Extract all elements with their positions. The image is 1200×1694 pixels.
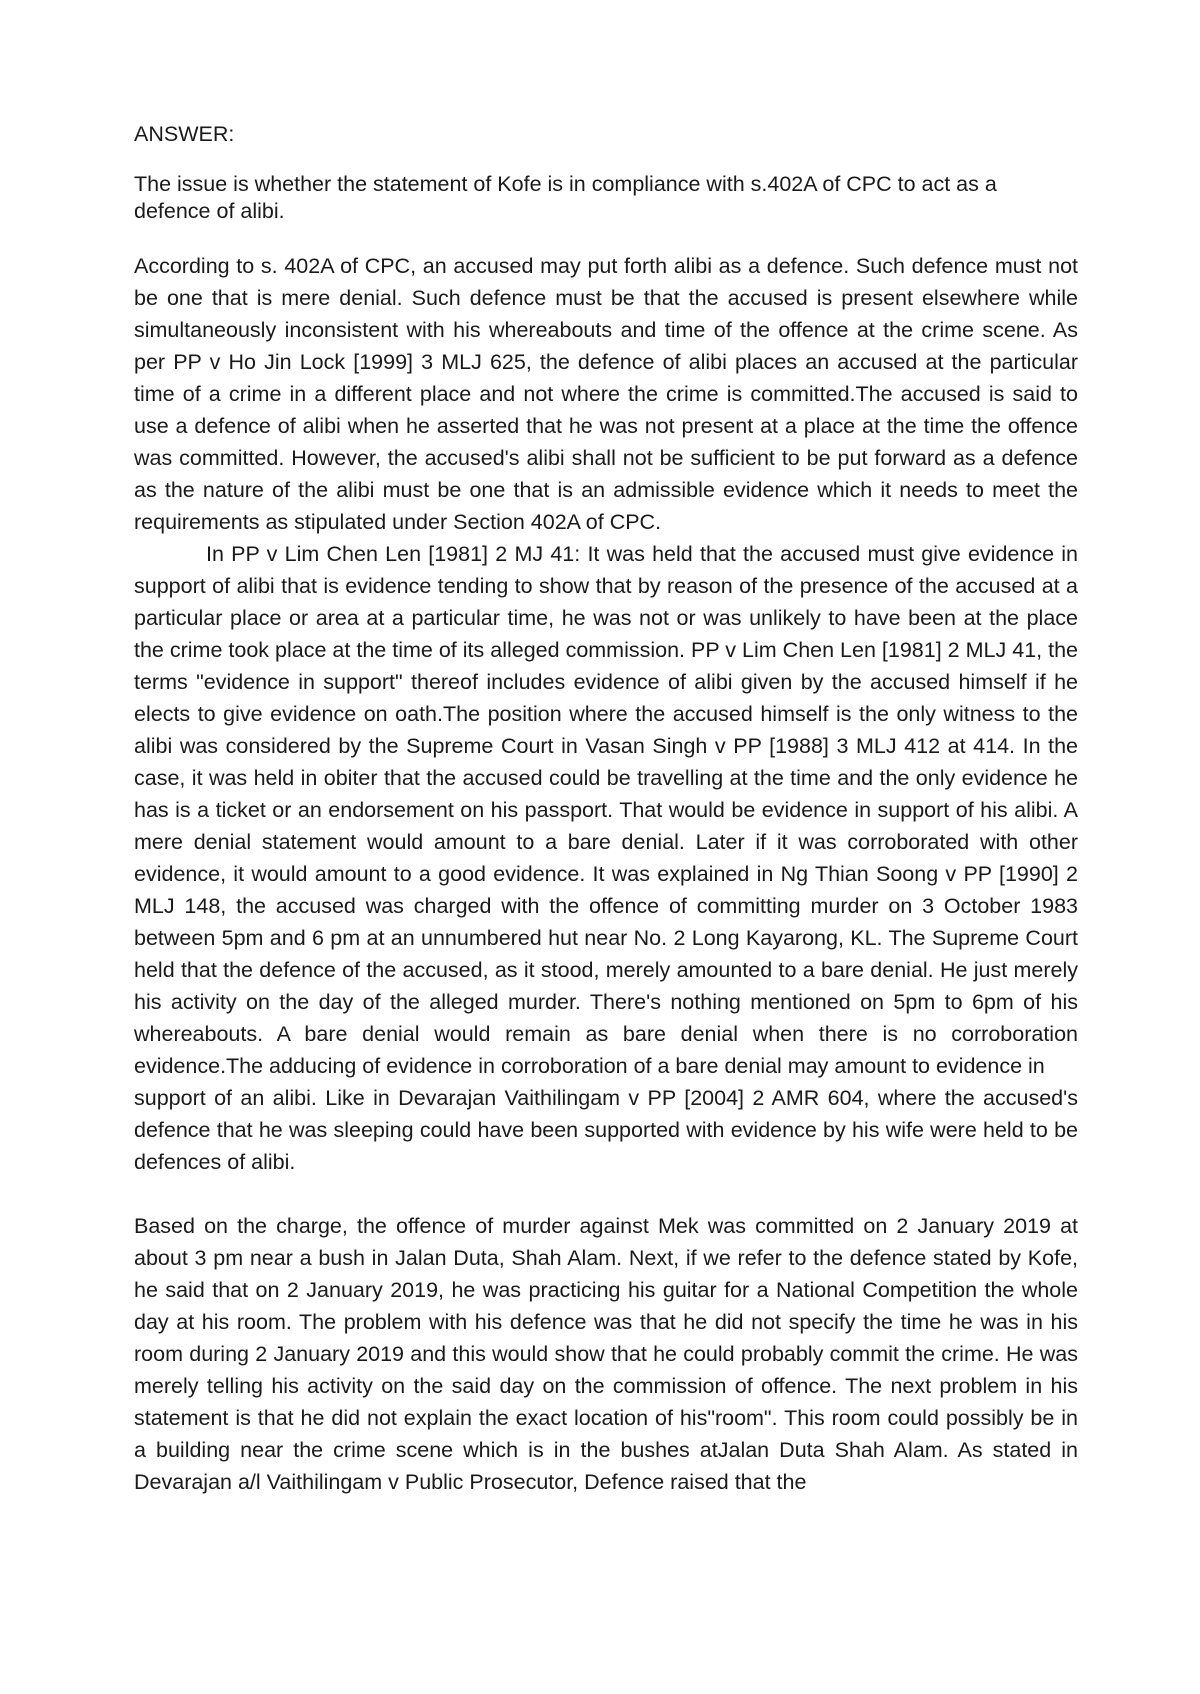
paragraph-case-law: In PP v Lim Chen Len [1981] 2 MJ 41: It was held that the accused must give evidence in support of alibi that is evidence tending to show that by reason of the presence of the accused at a particular place or area at a particular time, he was not or was unlikely to have been at the place the crime took place at the time of its alleged commission. PP v Lim Chen Len [1981] 2 MLJ 41, the terms "evidence in support" thereof includes evidence of alibi given by the accused himself if he elects to give evidence on oath.The position where the accused himself is the only witness to the alibi was considered by the Supreme Court in Vasan Singh v PP [1988] 3 MLJ 412 at 414. In the case, it was held in obiter that the accused could be travelling at the time and the only evidence he has is a ticket or an endorsement on his passport. That would be evidence in support of his alibi. A mere denial statement would amount to a bare denial. Later if it was corroborated with other evidence, it would amount to a good evidence. It was explained in Ng Thian Soong v PP [1990] 2 MLJ 148, the accused was charged with the offence of committing murder on 3 October 1983 between 5pm and 6 pm at an unnumbered hut near No. 2 Long Kayarong, KL. The Supreme Court held that the defence of the accused, as it stood, merely amounted to a bare denial. He just merely his activity on the day of the alleged murder. There's nothing mentioned on 5pm to 6pm of his whereabouts. A bare denial would remain as bare denial when there is no corroboration evidence.The adducing of evidence in corroboration of a bare denial may amount to evidence in [134, 542, 1078, 1078]
answer-heading: ANSWER: [134, 122, 235, 146]
paragraph-s402a: According to s. 402A of CPC, an accused may put forth alibi as a defence. Such defence must not be one that is mere denial. Such defence must be that the accused is present elsewhere while simultaneously inconsistent with his whereabouts and time of the offence at the crime scene. As per PP v Ho Jin Lock [1999] 3 MLJ 625, the defence of alibi places an accused at the particular time of a crime in a different place and not where the crime is committed.The accused is said to use a defence of alibi when he asserted that he was not present at a place at the time the offence was committed. However, the accused's alibi shall not be sufficient to be put forward as a defence as the nature of the alibi must be one that is an admissible evidence which it needs to meet the requirements as stipulated under Section 402A of CPC. [134, 254, 1078, 534]
paragraph-case-law-continued: support of an alibi. Like in Devarajan Vaithilingam v PP [2004] 2 AMR 604, where the accused's defence that he was sleeping could have been supported with evidence by his wife were held to be defences of alibi. [134, 1086, 1078, 1174]
paragraph-application: Based on the charge, the offence of murder against Mek was committed on 2 January 2019 at about 3 pm near a bush in Jalan Duta, Shah Alam. Next, if we refer to the defence stated by Kofe, he said that on 2 January 2019, he was practicing his guitar for a National Competition the whole day at his room. The problem with his defence was that he did not specify the time he was in his room during 2 January 2019 and this would show that he could probably commit the crime. He was merely telling his activity on the said day on the commission of offence. The next problem in his statement is that he did not explain the exact location of his"room". This room could possibly be in a building near the crime scene which is in the bushes atJalan Duta Shah Alam. As stated in Devarajan a/l Vaithilingam v Public Prosecutor, Defence raised that the [134, 1214, 1078, 1494]
issue-statement: The issue is whether the statement of Kofe is in compliance with s.402A of CPC to act as a defence of alibi. [134, 172, 997, 223]
document-body [134, 118, 1078, 1498]
